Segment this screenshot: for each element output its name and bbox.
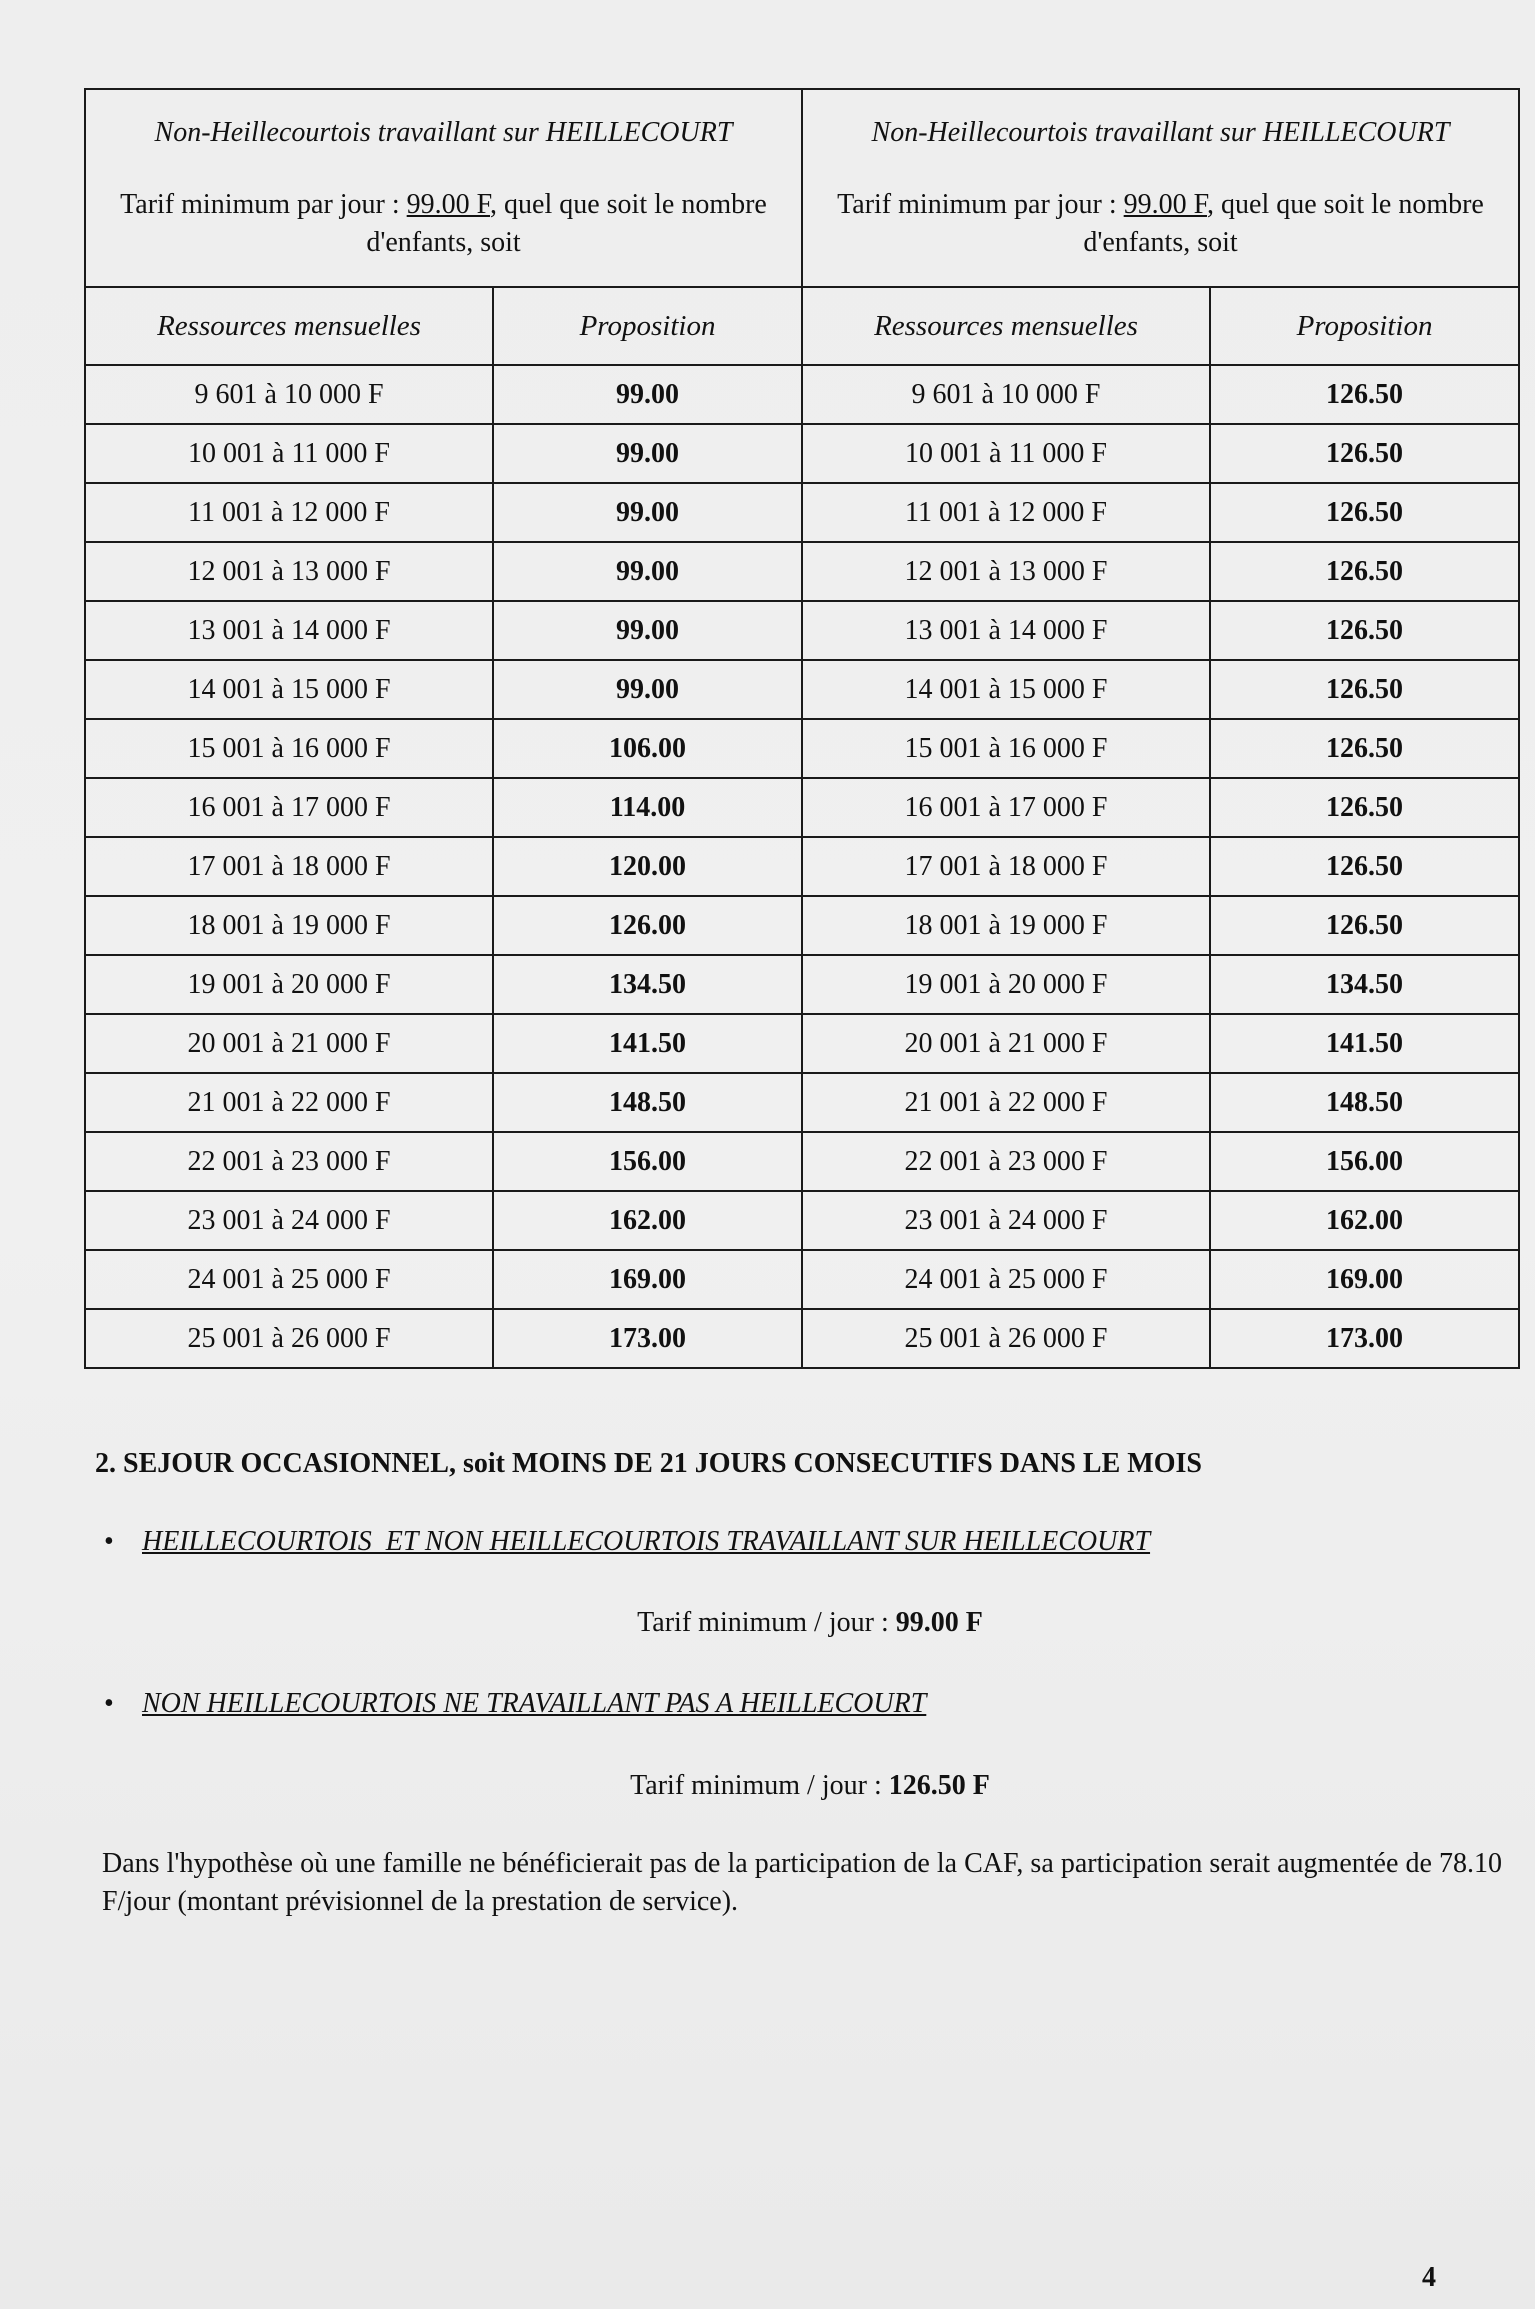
group-tarif-text	[803, 186, 1518, 262]
proposition-cell: 173.00	[1210, 1309, 1519, 1368]
ressources-cell: 18 001 à 19 000 F	[802, 896, 1210, 955]
tarif-prefix: Tarif minimum / jour :	[637, 1607, 896, 1638]
proposition-cell: 99.00	[493, 660, 802, 719]
proposition-cell: 126.50	[1210, 365, 1519, 424]
ressources-cell: 19 001 à 20 000 F	[802, 955, 1210, 1014]
header-proposition: Proposition	[493, 287, 802, 365]
proposition-cell: 99.00	[493, 424, 802, 483]
proposition-cell: 141.50	[1210, 1014, 1519, 1073]
ressources-cell: 24 001 à 25 000 F	[802, 1250, 1210, 1309]
proposition-cell: 141.50	[493, 1014, 802, 1073]
proposition-cell: 126.50	[1210, 542, 1519, 601]
ressources-cell: 14 001 à 15 000 F	[802, 660, 1210, 719]
ressources-cell: 21 001 à 22 000 F	[85, 1073, 493, 1132]
tarif-prefix: Tarif minimum / jour :	[630, 1770, 889, 1801]
ressources-cell: 23 001 à 24 000 F	[85, 1191, 493, 1250]
proposition-cell: 156.00	[1210, 1132, 1519, 1191]
proposition-cell: 134.50	[493, 955, 802, 1014]
ressources-cell: 14 001 à 15 000 F	[85, 660, 493, 719]
table-row	[85, 542, 1519, 601]
proposition-cell: 126.50	[1210, 837, 1519, 896]
table-row	[85, 896, 1519, 955]
tarif-table	[84, 88, 1520, 1369]
table-row	[85, 1014, 1519, 1073]
tarif-suffix: , quel que soit le nombre d'enfants, soit	[366, 189, 767, 258]
proposition-cell: 134.50	[1210, 955, 1519, 1014]
group-intro-left	[85, 89, 802, 287]
bullet-icon: •	[104, 1688, 114, 1719]
table-row	[85, 1073, 1519, 1132]
proposition-cell: 126.50	[1210, 896, 1519, 955]
bullet-icon: •	[104, 1526, 114, 1557]
tarif-table-container	[84, 88, 1520, 1369]
ressources-cell: 9 601 à 10 000 F	[802, 365, 1210, 424]
ressources-cell: 10 001 à 11 000 F	[85, 424, 493, 483]
tarif-amount: 99.00 F	[406, 189, 491, 220]
group-tarif-text	[86, 186, 801, 262]
ressources-cell: 13 001 à 14 000 F	[802, 601, 1210, 660]
page-number: 4	[1422, 2262, 1436, 2293]
ressources-cell: 19 001 à 20 000 F	[85, 955, 493, 1014]
tarif-amount: 99.00 F	[895, 1607, 983, 1638]
ressources-cell: 23 001 à 24 000 F	[802, 1191, 1210, 1250]
proposition-cell: 99.00	[493, 601, 802, 660]
proposition-cell: 126.50	[1210, 424, 1519, 483]
tarif-prefix: Tarif minimum par jour :	[837, 189, 1124, 220]
ressources-cell: 21 001 à 22 000 F	[802, 1073, 1210, 1132]
table-row	[85, 778, 1519, 837]
header-proposition: Proposition	[1210, 287, 1519, 365]
caf-note: Dans l'hypothèse où une famille ne bénéficierait pas de la participation de la CAF, sa participation serait augmentée de 78.10 F/jour (montant prévisionnel de la prestation de service).	[102, 1848, 1502, 1917]
proposition-cell: 173.00	[493, 1309, 802, 1368]
proposition-cell: 126.50	[1210, 778, 1519, 837]
table-row	[85, 837, 1519, 896]
proposition-cell: 99.00	[493, 365, 802, 424]
proposition-cell: 114.00	[493, 778, 802, 837]
bullet-item	[104, 1688, 1535, 1720]
ressources-cell: 16 001 à 17 000 F	[85, 778, 493, 837]
proposition-cell: 106.00	[493, 719, 802, 778]
tarif-amount: 99.00 F	[1123, 189, 1208, 220]
proposition-cell: 148.50	[1210, 1073, 1519, 1132]
table-row	[85, 955, 1519, 1014]
group-intro-right	[802, 89, 1519, 287]
proposition-cell: 126.50	[1210, 601, 1519, 660]
proposition-cell: 148.50	[493, 1073, 802, 1132]
header-ressources: Ressources mensuelles	[802, 287, 1210, 365]
proposition-cell: 99.00	[493, 483, 802, 542]
tarif-line	[0, 1607, 1535, 1639]
table-row	[85, 1250, 1519, 1309]
table-body	[85, 365, 1519, 1368]
group-intro-row	[85, 89, 1519, 287]
header-ressources: Ressources mensuelles	[85, 287, 493, 365]
ressources-cell: 22 001 à 23 000 F	[85, 1132, 493, 1191]
proposition-cell: 120.00	[493, 837, 802, 896]
proposition-cell: 169.00	[493, 1250, 802, 1309]
ressources-cell: 11 001 à 12 000 F	[802, 483, 1210, 542]
proposition-cell: 156.00	[493, 1132, 802, 1191]
table-header-row	[85, 287, 1519, 365]
proposition-cell: 126.50	[1210, 719, 1519, 778]
ressources-cell: 12 001 à 13 000 F	[85, 542, 493, 601]
ressources-cell: 17 001 à 18 000 F	[85, 837, 493, 896]
proposition-cell: 99.00	[493, 542, 802, 601]
table-row	[85, 1132, 1519, 1191]
group-title: Non-Heillecourtois travaillant sur HEILLECOURT	[154, 117, 733, 148]
ressources-cell: 20 001 à 21 000 F	[85, 1014, 493, 1073]
bullet-label: NON HEILLECOURTOIS NE TRAVAILLANT PAS A HEILLECOURT	[142, 1688, 927, 1719]
proposition-cell: 126.50	[1210, 660, 1519, 719]
bullet-item	[104, 1526, 1535, 1558]
ressources-cell: 25 001 à 26 000 F	[85, 1309, 493, 1368]
tarif-suffix: , quel que soit le nombre d'enfants, soit	[1083, 189, 1484, 258]
bullet-label: HEILLECOURTOIS ET NON HEILLECOURTOIS TRAVAILLANT SUR HEILLECOURT	[142, 1526, 1151, 1557]
ressources-cell: 17 001 à 18 000 F	[802, 837, 1210, 896]
ressources-cell: 12 001 à 13 000 F	[802, 542, 1210, 601]
ressources-cell: 18 001 à 19 000 F	[85, 896, 493, 955]
proposition-cell: 126.00	[493, 896, 802, 955]
tarif-amount: 126.50 F	[888, 1770, 990, 1801]
ressources-cell: 15 001 à 16 000 F	[802, 719, 1210, 778]
ressources-cell: 10 001 à 11 000 F	[802, 424, 1210, 483]
ressources-cell: 11 001 à 12 000 F	[85, 483, 493, 542]
ressources-cell: 20 001 à 21 000 F	[802, 1014, 1210, 1073]
table-row	[85, 1191, 1519, 1250]
table-row	[85, 1309, 1519, 1368]
proposition-cell: 162.00	[1210, 1191, 1519, 1250]
section-2-title: 2. SEJOUR OCCASIONNEL, soit MOINS DE 21 JOURS CONSECUTIFS DANS LE MOIS	[95, 1448, 1202, 1479]
ressources-cell: 24 001 à 25 000 F	[85, 1250, 493, 1309]
ressources-cell: 16 001 à 17 000 F	[802, 778, 1210, 837]
proposition-cell: 169.00	[1210, 1250, 1519, 1309]
table-row	[85, 483, 1519, 542]
table-row	[85, 424, 1519, 483]
proposition-cell: 126.50	[1210, 483, 1519, 542]
table-row	[85, 601, 1519, 660]
ressources-cell: 13 001 à 14 000 F	[85, 601, 493, 660]
table-row	[85, 660, 1519, 719]
ressources-cell: 15 001 à 16 000 F	[85, 719, 493, 778]
ressources-cell: 22 001 à 23 000 F	[802, 1132, 1210, 1191]
tarif-prefix: Tarif minimum par jour :	[120, 189, 407, 220]
group-title: Non-Heillecourtois travaillant sur HEILLECOURT	[871, 117, 1450, 148]
tarif-line	[0, 1770, 1535, 1802]
proposition-cell: 162.00	[493, 1191, 802, 1250]
table-row	[85, 719, 1519, 778]
ressources-cell: 25 001 à 26 000 F	[802, 1309, 1210, 1368]
ressources-cell: 9 601 à 10 000 F	[85, 365, 493, 424]
table-row	[85, 365, 1519, 424]
